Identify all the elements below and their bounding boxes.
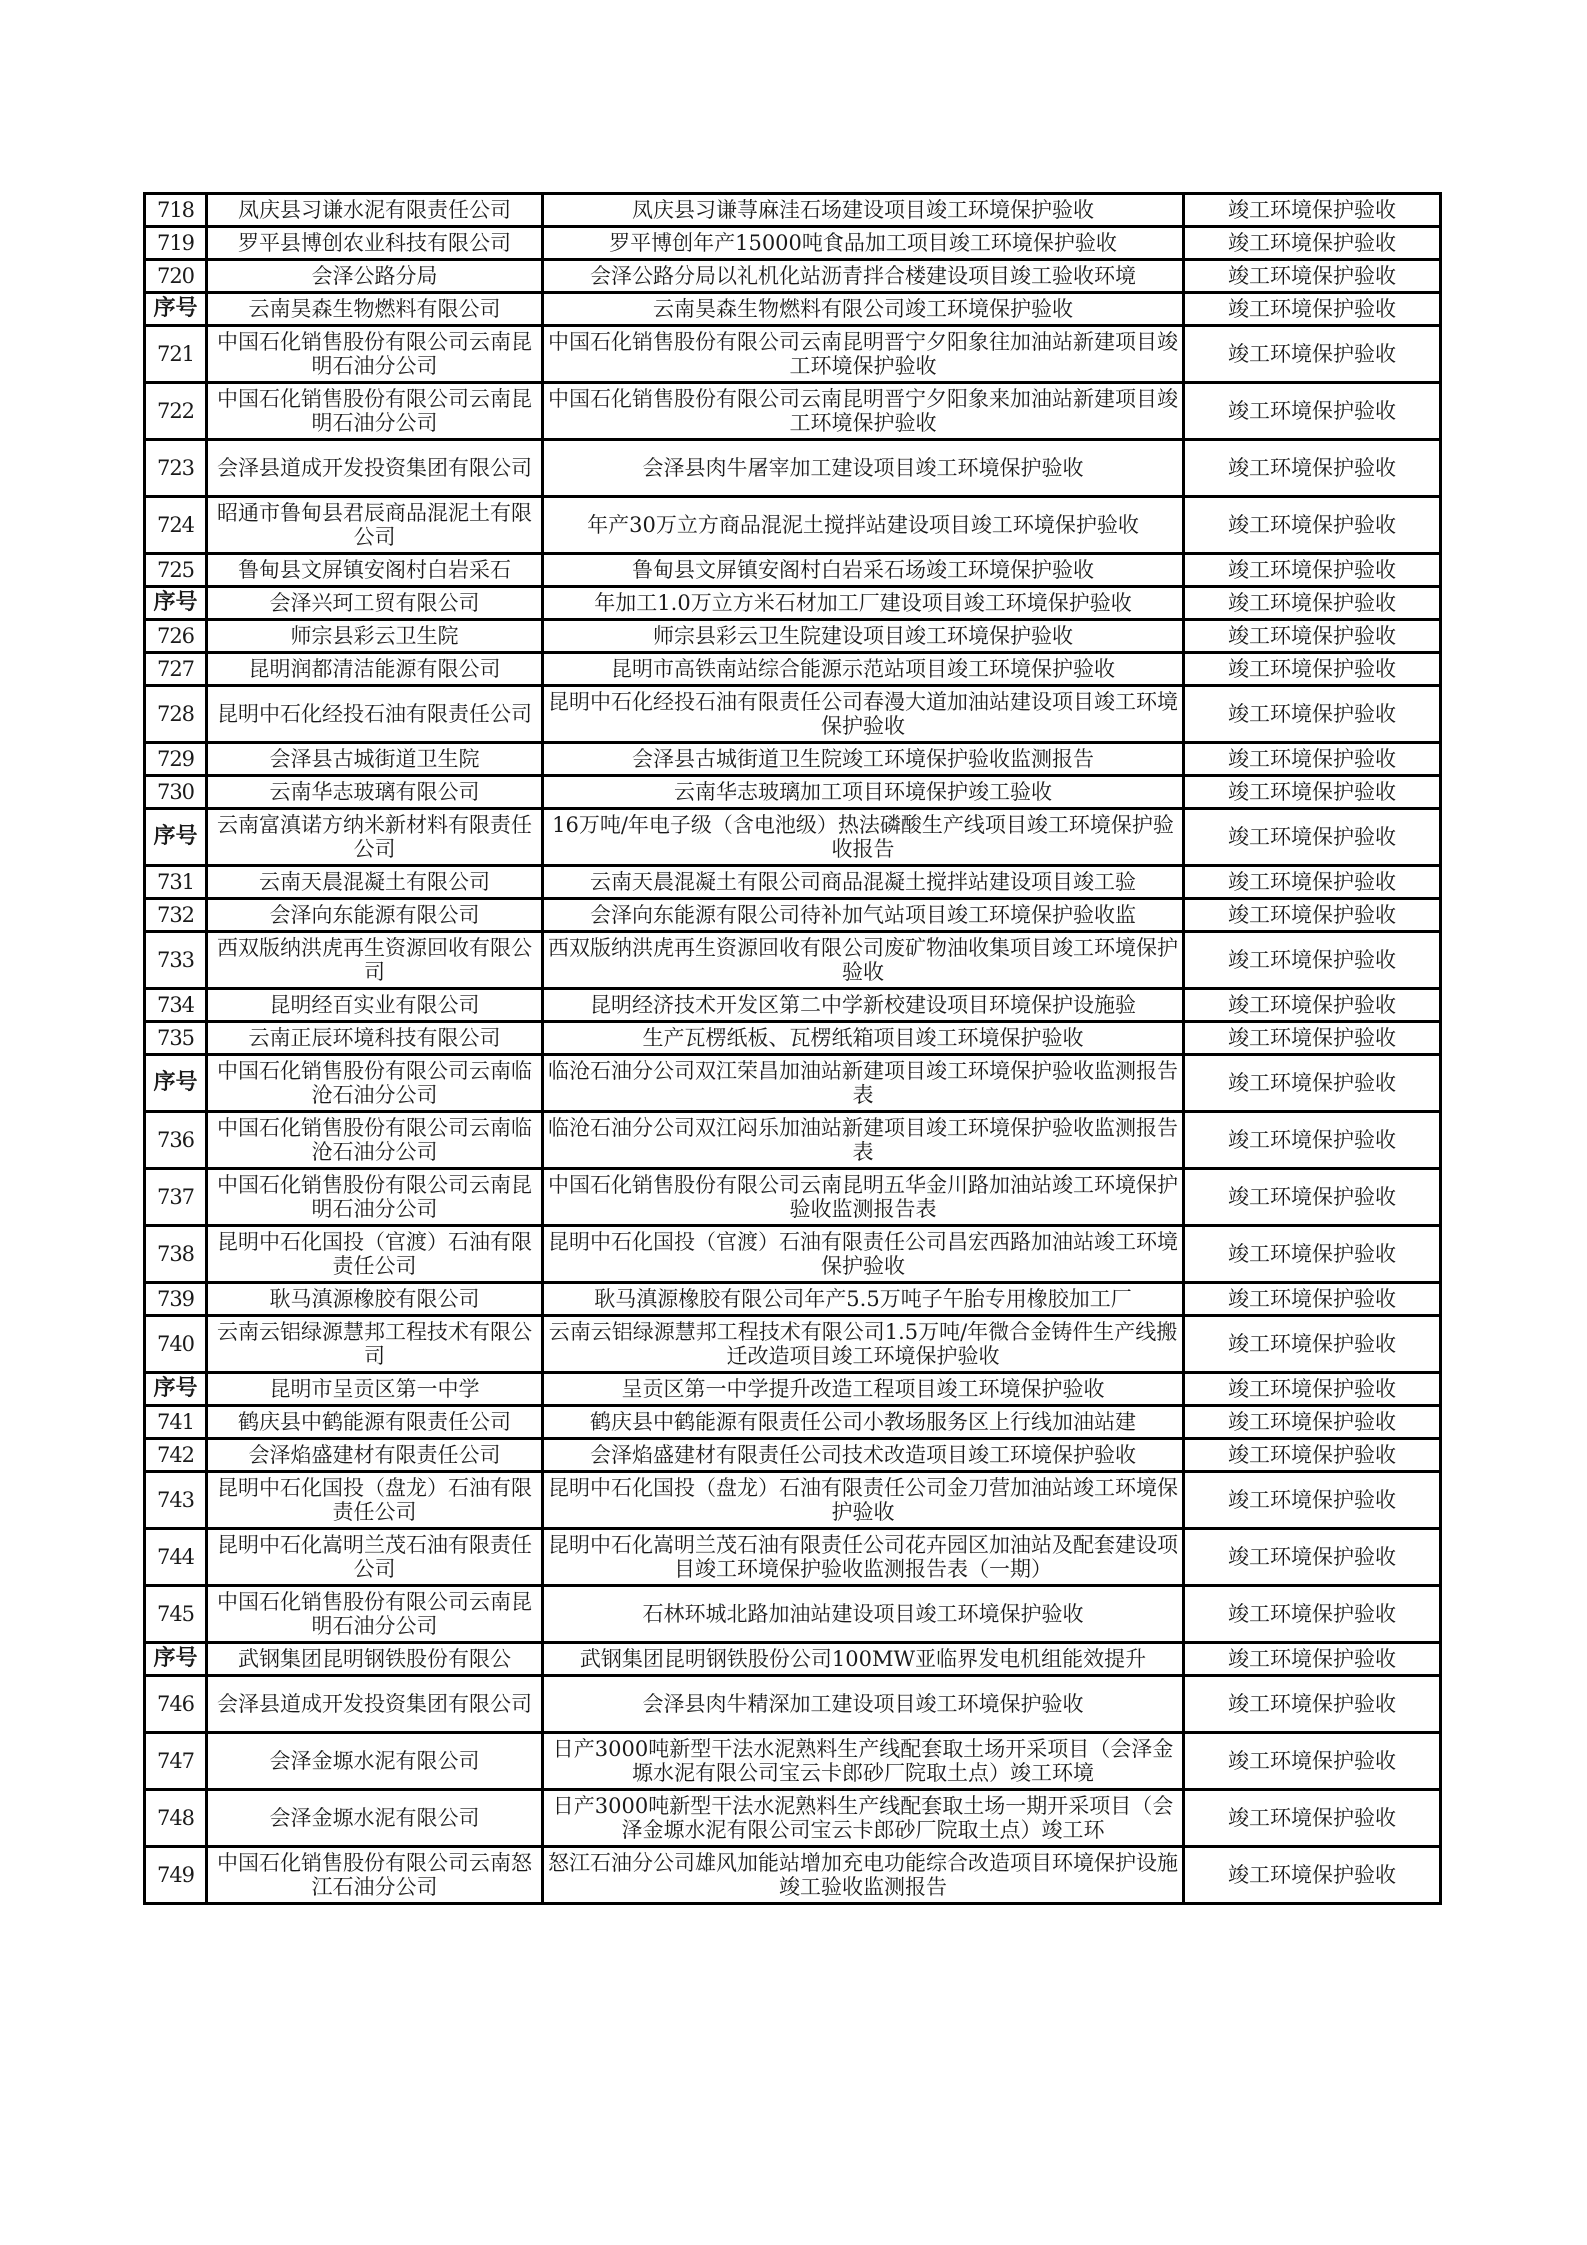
table-row — [145, 1847, 1441, 1904]
company-cell: 会泽兴珂工贸有限公司 — [207, 587, 543, 620]
table-row — [145, 194, 1441, 227]
project-cell: 生产瓦楞纸板、瓦楞纸箱项目竣工环境保护验收 — [543, 1022, 1184, 1055]
company-cell: 会泽县古城街道卫生院 — [207, 743, 543, 776]
seq-cell: 734 — [145, 989, 207, 1022]
company-cell: 中国石化销售股份有限公司云南昆明石油分公司 — [207, 326, 543, 383]
table-row — [145, 293, 1441, 326]
project-cell: 云南昊森生物燃料有限公司竣工环境保护验收 — [543, 293, 1184, 326]
seq-cell: 720 — [145, 260, 207, 293]
project-cell: 鲁甸县文屏镇安阁村白岩采石场竣工环境保护验收 — [543, 554, 1184, 587]
project-cell: 武钢集团昆明钢铁股份公司100MW亚临界发电机组能效提升 — [543, 1643, 1184, 1676]
seq-cell: 731 — [145, 866, 207, 899]
acceptance-type-cell: 竣工环境保护验收 — [1184, 899, 1441, 932]
seq-cell: 738 — [145, 1226, 207, 1283]
seq-cell: 730 — [145, 776, 207, 809]
table-row — [145, 932, 1441, 989]
company-cell: 昆明市呈贡区第一中学 — [207, 1373, 543, 1406]
table-row — [145, 1472, 1441, 1529]
seq-cell: 724 — [145, 497, 207, 554]
table-row — [145, 326, 1441, 383]
acceptance-type-cell: 竣工环境保护验收 — [1184, 1529, 1441, 1586]
company-cell: 云南天晨混凝土有限公司 — [207, 866, 543, 899]
project-cell: 石林环城北路加油站建设项目竣工环境保护验收 — [543, 1586, 1184, 1643]
company-cell: 中国石化销售股份有限公司云南昆明石油分公司 — [207, 383, 543, 440]
project-cell: 怒江石油分公司雄风加能站增加充电功能综合改造项目环境保护设施竣工验收监测报告 — [543, 1847, 1184, 1904]
acceptance-type-cell: 竣工环境保护验收 — [1184, 554, 1441, 587]
seq-cell: 736 — [145, 1112, 207, 1169]
project-cell: 临沧石油分公司双江荣昌加油站新建项目竣工环境保护验收监测报告表 — [543, 1055, 1184, 1112]
company-cell: 昆明中石化国投（盘龙）石油有限责任公司 — [207, 1472, 543, 1529]
project-cell: 年产30万立方商品混泥土搅拌站建设项目竣工环境保护验收 — [543, 497, 1184, 554]
project-cell: 中国石化销售股份有限公司云南昆明晋宁夕阳象来加油站新建项目竣工环境保护验收 — [543, 383, 1184, 440]
seq-cell: 726 — [145, 620, 207, 653]
project-cell: 耿马滇源橡胶有限公司年产5.5万吨子午胎专用橡胶加工厂 — [543, 1283, 1184, 1316]
company-cell: 云南云铝绿源慧邦工程技术有限公司 — [207, 1316, 543, 1373]
project-cell: 中国石化销售股份有限公司云南昆明晋宁夕阳象往加油站新建项目竣工环境保护验收 — [543, 326, 1184, 383]
project-cell: 日产3000吨新型干法水泥熟料生产线配套取土场一期开采项目（会泽金塬水泥有限公司宝云卡郎砂厂院取土点）竣工环 — [543, 1790, 1184, 1847]
table-row — [145, 1373, 1441, 1406]
project-cell: 昆明中石化国投（官渡）石油有限责任公司昌宏西路加油站竣工环境保护验收 — [543, 1226, 1184, 1283]
seq-cell: 序号 — [145, 1643, 207, 1676]
acceptance-type-cell: 竣工环境保护验收 — [1184, 497, 1441, 554]
acceptance-type-cell: 竣工环境保护验收 — [1184, 1643, 1441, 1676]
company-cell: 会泽公路分局 — [207, 260, 543, 293]
project-cell: 云南天晨混凝土有限公司商品混凝土搅拌站建设项目竣工验 — [543, 866, 1184, 899]
company-cell: 中国石化销售股份有限公司云南临沧石油分公司 — [207, 1055, 543, 1112]
seq-cell: 744 — [145, 1529, 207, 1586]
table-row — [145, 227, 1441, 260]
project-cell: 会泽县肉牛屠宰加工建设项目竣工环境保护验收 — [543, 440, 1184, 497]
company-cell: 中国石化销售股份有限公司云南昆明石油分公司 — [207, 1169, 543, 1226]
company-cell: 中国石化销售股份有限公司云南临沧石油分公司 — [207, 1112, 543, 1169]
project-cell: 师宗县彩云卫生院建设项目竣工环境保护验收 — [543, 620, 1184, 653]
company-cell: 中国石化销售股份有限公司云南怒江石油分公司 — [207, 1847, 543, 1904]
seq-cell: 737 — [145, 1169, 207, 1226]
project-cell: 会泽焰盛建材有限责任公司技术改造项目竣工环境保护验收 — [543, 1439, 1184, 1472]
company-cell: 昆明中石化国投（官渡）石油有限责任公司 — [207, 1226, 543, 1283]
company-cell: 昆明中石化经投石油有限责任公司 — [207, 686, 543, 743]
seq-cell: 序号 — [145, 1373, 207, 1406]
company-cell: 会泽金塬水泥有限公司 — [207, 1790, 543, 1847]
table-row — [145, 587, 1441, 620]
table-row — [145, 1676, 1441, 1733]
seq-cell: 739 — [145, 1283, 207, 1316]
acceptance-type-cell: 竣工环境保护验收 — [1184, 293, 1441, 326]
table-row — [145, 686, 1441, 743]
company-cell: 师宗县彩云卫生院 — [207, 620, 543, 653]
company-cell: 武钢集团昆明钢铁股份有限公 — [207, 1643, 543, 1676]
acceptance-type-cell: 竣工环境保护验收 — [1184, 866, 1441, 899]
company-cell: 会泽向东能源有限公司 — [207, 899, 543, 932]
acceptance-type-cell: 竣工环境保护验收 — [1184, 1847, 1441, 1904]
table-row — [145, 989, 1441, 1022]
seq-cell: 序号 — [145, 1055, 207, 1112]
company-cell: 云南昊森生物燃料有限公司 — [207, 293, 543, 326]
project-cell: 昆明中石化嵩明兰茂石油有限责任公司花卉园区加油站及配套建设项目竣工环境保护验收监测报告表（一期） — [543, 1529, 1184, 1586]
table-row — [145, 497, 1441, 554]
company-cell: 昆明中石化嵩明兰茂石油有限责任公司 — [207, 1529, 543, 1586]
seq-cell: 747 — [145, 1733, 207, 1790]
acceptance-type-cell: 竣工环境保护验收 — [1184, 260, 1441, 293]
acceptance-type-cell: 竣工环境保护验收 — [1184, 620, 1441, 653]
acceptance-type-cell: 竣工环境保护验收 — [1184, 1586, 1441, 1643]
acceptance-type-cell: 竣工环境保护验收 — [1184, 1406, 1441, 1439]
company-cell: 西双版纳洪虎再生资源回收有限公司 — [207, 932, 543, 989]
seq-cell: 732 — [145, 899, 207, 932]
project-cell: 昆明中石化经投石油有限责任公司春漫大道加油站建设项目竣工环境保护验收 — [543, 686, 1184, 743]
acceptance-type-cell: 竣工环境保护验收 — [1184, 989, 1441, 1022]
acceptance-type-cell: 竣工环境保护验收 — [1184, 1226, 1441, 1283]
project-cell: 会泽公路分局以礼机化站沥青拌合楼建设项目竣工验收环境 — [543, 260, 1184, 293]
project-cell: 日产3000吨新型干法水泥熟料生产线配套取土场开采项目（会泽金塬水泥有限公司宝云卡郎砂厂院取土点）竣工环境 — [543, 1733, 1184, 1790]
seq-cell: 725 — [145, 554, 207, 587]
seq-cell: 728 — [145, 686, 207, 743]
table-row — [145, 260, 1441, 293]
acceptance-projects-table — [143, 192, 1442, 1905]
acceptance-type-cell: 竣工环境保护验收 — [1184, 1283, 1441, 1316]
seq-cell: 740 — [145, 1316, 207, 1373]
project-cell: 凤庆县习谦荨麻洼石场建设项目竣工环境保护验收 — [543, 194, 1184, 227]
acceptance-type-cell: 竣工环境保护验收 — [1184, 932, 1441, 989]
project-cell: 昆明中石化国投（盘龙）石油有限责任公司金刀营加油站竣工环境保护验收 — [543, 1472, 1184, 1529]
company-cell: 会泽焰盛建材有限责任公司 — [207, 1439, 543, 1472]
table-row — [145, 440, 1441, 497]
acceptance-type-cell: 竣工环境保护验收 — [1184, 1022, 1441, 1055]
project-cell: 云南华志玻璃加工项目环境保护竣工验收 — [543, 776, 1184, 809]
table-row — [145, 1055, 1441, 1112]
table-row — [145, 620, 1441, 653]
table-row — [145, 1022, 1441, 1055]
table-row — [145, 1790, 1441, 1847]
acceptance-type-cell: 竣工环境保护验收 — [1184, 653, 1441, 686]
acceptance-type-cell: 竣工环境保护验收 — [1184, 1733, 1441, 1790]
table-row — [145, 743, 1441, 776]
seq-cell: 序号 — [145, 293, 207, 326]
table-row — [145, 1643, 1441, 1676]
company-cell: 凤庆县习谦水泥有限责任公司 — [207, 194, 543, 227]
seq-cell: 749 — [145, 1847, 207, 1904]
acceptance-type-cell: 竣工环境保护验收 — [1184, 227, 1441, 260]
project-cell: 会泽县肉牛精深加工建设项目竣工环境保护验收 — [543, 1676, 1184, 1733]
table-row — [145, 1226, 1441, 1283]
seq-cell: 748 — [145, 1790, 207, 1847]
table-row — [145, 383, 1441, 440]
table-body — [145, 194, 1441, 1904]
table-row — [145, 866, 1441, 899]
table-row — [145, 1169, 1441, 1226]
project-cell: 云南云铝绿源慧邦工程技术有限公司1.5万吨/年微合金铸件生产线搬迁改造项目竣工环境保护验收 — [543, 1316, 1184, 1373]
acceptance-type-cell: 竣工环境保护验收 — [1184, 1790, 1441, 1847]
project-cell: 会泽县古城街道卫生院竣工环境保护验收监测报告 — [543, 743, 1184, 776]
table-row — [145, 1406, 1441, 1439]
table-row — [145, 1316, 1441, 1373]
acceptance-type-cell: 竣工环境保护验收 — [1184, 1373, 1441, 1406]
acceptance-type-cell: 竣工环境保护验收 — [1184, 809, 1441, 866]
seq-cell: 719 — [145, 227, 207, 260]
company-cell: 昆明润都清洁能源有限公司 — [207, 653, 543, 686]
seq-cell: 718 — [145, 194, 207, 227]
acceptance-type-cell: 竣工环境保护验收 — [1184, 686, 1441, 743]
company-cell: 会泽县道成开发投资集团有限公司 — [207, 1676, 543, 1733]
acceptance-type-cell: 竣工环境保护验收 — [1184, 1055, 1441, 1112]
project-cell: 罗平博创年产15000吨食品加工项目竣工环境保护验收 — [543, 227, 1184, 260]
table-row — [145, 809, 1441, 866]
table-row — [145, 1733, 1441, 1790]
acceptance-type-cell: 竣工环境保护验收 — [1184, 587, 1441, 620]
acceptance-type-cell: 竣工环境保护验收 — [1184, 743, 1441, 776]
project-cell: 呈贡区第一中学提升改造工程项目竣工环境保护验收 — [543, 1373, 1184, 1406]
company-cell: 云南富滇诺方纳米新材料有限责任公司 — [207, 809, 543, 866]
acceptance-type-cell: 竣工环境保护验收 — [1184, 194, 1441, 227]
acceptance-type-cell: 竣工环境保护验收 — [1184, 326, 1441, 383]
seq-cell: 742 — [145, 1439, 207, 1472]
company-cell: 中国石化销售股份有限公司云南昆明石油分公司 — [207, 1586, 543, 1643]
company-cell: 云南正辰环境科技有限公司 — [207, 1022, 543, 1055]
table-row — [145, 1586, 1441, 1643]
project-cell: 中国石化销售股份有限公司云南昆明五华金川路加油站竣工环境保护验收监测报告表 — [543, 1169, 1184, 1226]
table-row — [145, 1529, 1441, 1586]
table-row — [145, 554, 1441, 587]
project-cell: 临沧石油分公司双江闷乐加油站新建项目竣工环境保护验收监测报告表 — [543, 1112, 1184, 1169]
seq-cell: 733 — [145, 932, 207, 989]
seq-cell: 721 — [145, 326, 207, 383]
seq-cell: 729 — [145, 743, 207, 776]
seq-cell: 723 — [145, 440, 207, 497]
table-row — [145, 1283, 1441, 1316]
acceptance-type-cell: 竣工环境保护验收 — [1184, 440, 1441, 497]
seq-cell: 727 — [145, 653, 207, 686]
seq-cell: 745 — [145, 1586, 207, 1643]
seq-cell: 741 — [145, 1406, 207, 1439]
seq-cell: 722 — [145, 383, 207, 440]
project-cell: 鹤庆县中鹤能源有限责任公司小教场服务区上行线加油站建 — [543, 1406, 1184, 1439]
seq-cell: 746 — [145, 1676, 207, 1733]
acceptance-type-cell: 竣工环境保护验收 — [1184, 1112, 1441, 1169]
project-cell: 16万吨/年电子级（含电池级）热法磷酸生产线项目竣工环境保护验收报告 — [543, 809, 1184, 866]
company-cell: 昭通市鲁甸县君辰商品混泥土有限公司 — [207, 497, 543, 554]
acceptance-type-cell: 竣工环境保护验收 — [1184, 776, 1441, 809]
acceptance-type-cell: 竣工环境保护验收 — [1184, 1169, 1441, 1226]
company-cell: 耿马滇源橡胶有限公司 — [207, 1283, 543, 1316]
table-row — [145, 1439, 1441, 1472]
acceptance-type-cell: 竣工环境保护验收 — [1184, 1316, 1441, 1373]
project-cell: 昆明市高铁南站综合能源示范站项目竣工环境保护验收 — [543, 653, 1184, 686]
seq-cell: 743 — [145, 1472, 207, 1529]
table-row — [145, 776, 1441, 809]
acceptance-type-cell: 竣工环境保护验收 — [1184, 1439, 1441, 1472]
table-row — [145, 899, 1441, 932]
table-row — [145, 653, 1441, 686]
project-cell: 年加工1.0万立方米石材加工厂建设项目竣工环境保护验收 — [543, 587, 1184, 620]
project-cell: 西双版纳洪虎再生资源回收有限公司废矿物油收集项目竣工环境保护验收 — [543, 932, 1184, 989]
project-cell: 昆明经济技术开发区第二中学新校建设项目环境保护设施验 — [543, 989, 1184, 1022]
project-cell: 会泽向东能源有限公司待补加气站项目竣工环境保护验收监 — [543, 899, 1184, 932]
acceptance-type-cell: 竣工环境保护验收 — [1184, 383, 1441, 440]
seq-cell: 735 — [145, 1022, 207, 1055]
company-cell: 云南华志玻璃有限公司 — [207, 776, 543, 809]
company-cell: 会泽县道成开发投资集团有限公司 — [207, 440, 543, 497]
company-cell: 鹤庆县中鹤能源有限责任公司 — [207, 1406, 543, 1439]
acceptance-type-cell: 竣工环境保护验收 — [1184, 1472, 1441, 1529]
acceptance-type-cell: 竣工环境保护验收 — [1184, 1676, 1441, 1733]
table-row — [145, 1112, 1441, 1169]
company-cell: 昆明经百实业有限公司 — [207, 989, 543, 1022]
seq-cell: 序号 — [145, 587, 207, 620]
company-cell: 鲁甸县文屏镇安阁村白岩采石 — [207, 554, 543, 587]
seq-cell: 序号 — [145, 809, 207, 866]
company-cell: 会泽金塬水泥有限公司 — [207, 1733, 543, 1790]
company-cell: 罗平县博创农业科技有限公司 — [207, 227, 543, 260]
